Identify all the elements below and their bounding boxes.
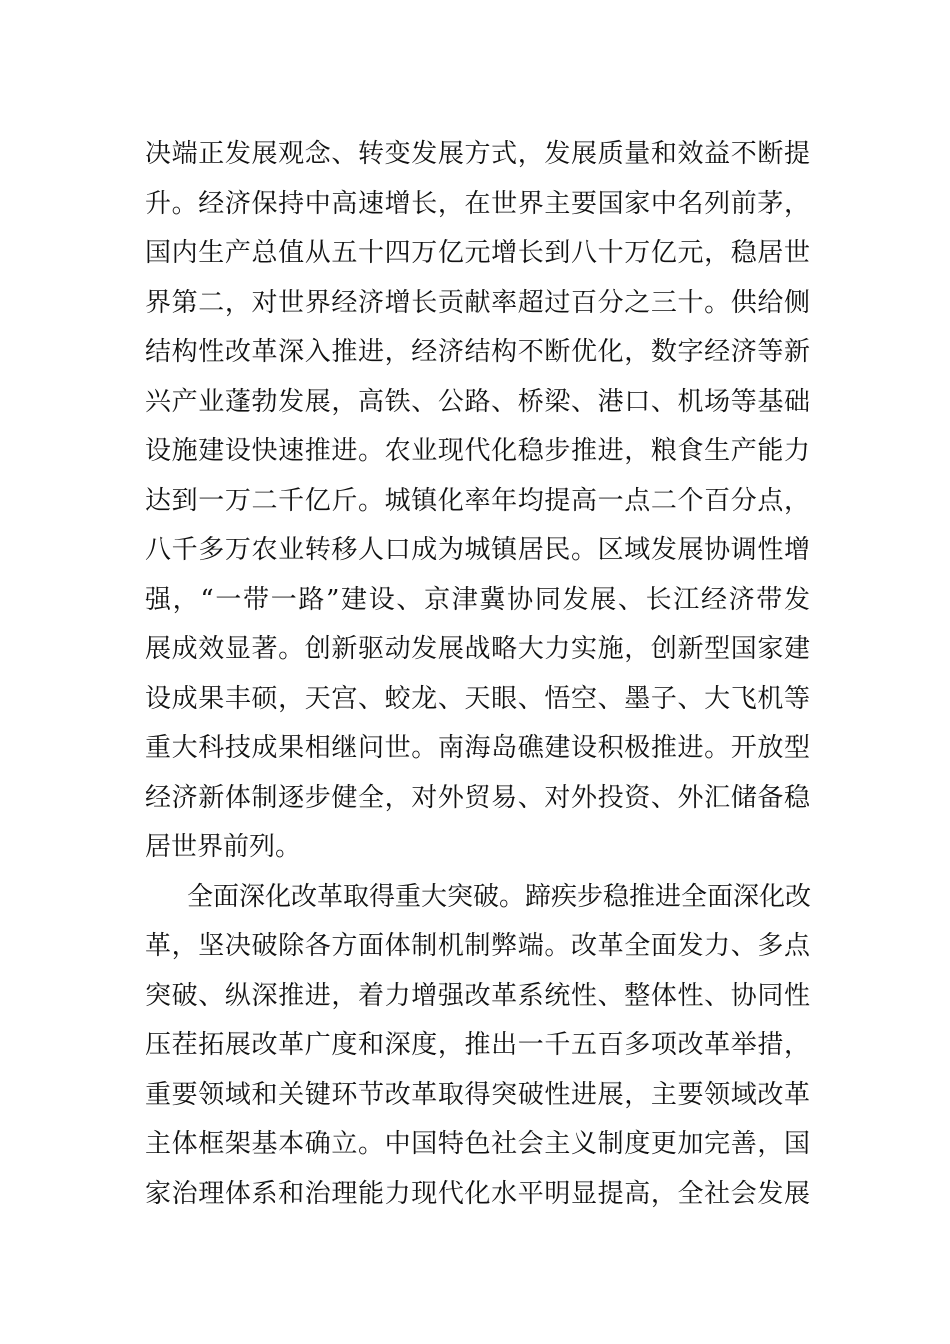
paragraph-reform [145, 873, 810, 1220]
text-line: 八千多万农业转移人口成为城镇居民。区域发展协调性增 [145, 535, 810, 565]
text-line: 达到一万二千亿斤。城镇化率年均提高一点二个百分点， [145, 485, 810, 516]
paragraph-economic-development [145, 130, 810, 873]
text-line: 设施建设快速推进。农业现代化稳步推进，粮食生产能力 [145, 436, 810, 466]
text-line: 兴产业蓬勃发展，高铁、公路、桥梁、港口、机场等基础 [145, 386, 810, 417]
text-line: 升。经济保持中高速增长，在世界主要国家中名列前茅， [145, 188, 810, 219]
text-line: 革，坚决破除各方面体制机制弊端。改革全面发力、多点 [145, 931, 810, 961]
text-line: 重大科技成果相继问世。南海岛礁建设积极推进。开放型 [145, 733, 810, 763]
text-line: 居世界前列。 [145, 832, 302, 862]
text-line: 主体框架基本确立。中国特色社会主义制度更加完善，国 [145, 1129, 810, 1159]
text-line: 全面深化改革取得重大突破。蹄疾步稳推进全面深化改 [187, 881, 812, 912]
text-line: 强，“一带一路”建设、京津冀协同发展、长江经济带发 [145, 584, 810, 615]
text-line: 界第二，对世界经济增长贡献率超过百分之三十。供给侧 [145, 287, 810, 318]
text-line: 决端正发展观念、转变发展方式，发展质量和效益不断提 [145, 139, 810, 169]
text-line: 展成效显著。创新驱动发展战略大力实施，创新型国家建 [145, 634, 810, 664]
text-line: 国内生产总值从五十四万亿元增长到八十万亿元，稳居世 [145, 238, 810, 268]
text-line: 经济新体制逐步健全，对外贸易、对外投资、外汇储备稳 [145, 782, 810, 813]
text-line: 结构性改革深入推进，经济结构不断优化，数字经济等新 [145, 337, 810, 367]
text-line: 重要领域和关键环节改革取得突破性进展，主要领域改革 [145, 1079, 810, 1110]
body-text [145, 130, 810, 1219]
text-line: 家治理体系和治理能力现代化水平明显提高，全社会发展 [145, 1178, 810, 1209]
text-line: 压茬拓展改革广度和深度，推出一千五百多项改革举措， [145, 1030, 810, 1060]
text-line: 突破、纵深推进，着力增强改革系统性、整体性、协同性 [145, 980, 810, 1011]
text-line: 设成果丰硕，天宫、蛟龙、天眼、悟空、墨子、大飞机等 [145, 683, 810, 714]
